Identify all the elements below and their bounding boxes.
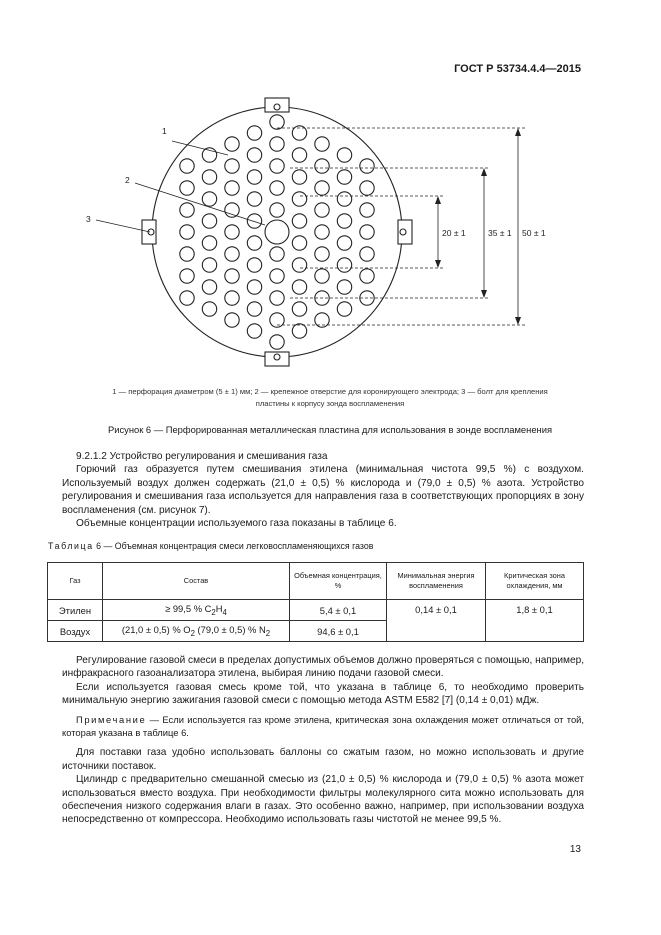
table-header-row: Газ Состав Объемная концентрация, % Минимальная энергия воспламенения Критическая зона охлаждения, мм [48,563,584,600]
after-table-text [62,654,584,827]
perforation-hole [225,137,239,151]
perforation-hole [225,291,239,305]
electrode-mount-hole [265,220,289,244]
perforation-hole [180,159,194,173]
perforation-hole [180,203,194,217]
composition-cell: ≥ 99,5 % $C_2H_4$ [103,600,290,621]
paragraph: Цилиндр с предварительно смешанной смесью из (21,0 ± 0,5) % кислорода и (79,0 ± 0,5) % азота может использоваться вместо воздуха. При необходимости фильтры молекулярного сита можно использовать для обеспечения низкого содержания влаги в газах. Это особенно важно, например, при использовании воздуха непосредственно от компрессора. Необходимо использовать газы чистотой не менее 99,5 %. [62,774,584,826]
perforation-hole [247,302,261,316]
perforation-hole [337,280,351,294]
perforation-hole [292,258,306,272]
perforation-hole [180,291,194,305]
perforation-hole [247,324,261,338]
dim-35: 35 ± 1 [488,228,512,238]
perforation-hole [202,192,216,206]
perforated-plate-figure [0,0,661,400]
perforation-hole [315,225,329,239]
section-heading: 9.2.1.2 Устройство регулирования и смешивания газа [76,451,328,462]
perforation-hole [360,269,374,283]
note: Примечание — Если используется газ кроме этилена, критическая зона охлаждения может отличаться от той, которая указана в таблице 6. [62,713,584,739]
perforation-hole [180,269,194,283]
perforation-hole [292,192,306,206]
perforation-hole [337,302,351,316]
perforation-hole [270,159,284,173]
perforation-hole [337,236,351,250]
perforation-hole [270,291,284,305]
perforation-hole [247,148,261,162]
perforation-hole [360,159,374,173]
perforation-hole [292,302,306,316]
perforation-hole [360,203,374,217]
perforation-hole [247,126,261,140]
perforation-hole [180,225,194,239]
perforation-hole [270,247,284,261]
perforation-hole [292,236,306,250]
perforation-hole [292,214,306,228]
perforation-hole [247,214,261,228]
perforation-hole [225,247,239,261]
perforation-hole [247,258,261,272]
paragraph: Горючий газ образуется путем смешивания этилена (минимальная чистота 99,5 %) с воздухом. Используемый воздух должен содержать (21,0 ± 0,5) % кислорода и (79,0 ± 0,5) % азота. Устройство регулирования и смешивания газа используется для направления газа в соответствующих пропорциях в зону воспламенения (см. рисунок 7). [62,464,584,516]
paragraph: Если используется газовая смесь кроме той, что указана в таблице 6, то необходимо проверить минимальную энергию зажигания газовой смеси с помощью метода ASTM E582 [7] (0,14 ± 0,01) мДж. [62,681,584,707]
callout-3: 3 [86,214,91,224]
perforation-hole [225,269,239,283]
perforation-hole [202,302,216,316]
perforation-hole [337,214,351,228]
paragraph: Для поставки газа удобно использовать баллоны со сжатым газом, но можно использовать и другие источники поставок. [62,747,584,772]
perforation-hole [315,247,329,261]
perforation-hole [180,181,194,195]
perforation-hole [315,137,329,151]
callout-2: 2 [125,175,130,185]
perforation-hole [202,148,216,162]
perforation-hole [270,115,284,129]
perforation-hole [202,280,216,294]
page-number: 13 [569,844,581,855]
dim-20: 20 ± 1 [442,228,466,238]
perforation-hole [315,159,329,173]
perforation-hole [337,170,351,184]
composition-cell: (21,0 ± 0,5) % $O_2$ (79,0 ± 0,5) % $N_2$ [103,621,290,642]
perforation-hole [337,258,351,272]
document-header: ГОСТ Р 53734.4.4—2015 [454,63,581,75]
perforation-hole [247,170,261,184]
perforation-hole [360,247,374,261]
dim-50: 50 ± 1 [522,228,546,238]
perforation-hole [292,280,306,294]
section-text [62,450,584,530]
table-row: Этилен ≥ 99,5 % $C_2H_4$ 5,4 ± 0,1 0,14 ± 0,1 1,8 ± 0,1 [48,600,584,621]
perforation-hole [202,170,216,184]
perforation-hole [360,181,374,195]
callout-1: 1 [162,126,167,136]
perforation-hole [270,203,284,217]
perforation-hole [315,203,329,217]
gas-table [47,562,584,642]
plate-outline [152,107,402,357]
table-row: Воздух (21,0 ± 0,5) % $O_2$ (79,0 ± 0,5) % $N_2$ 94,6 ± 0,1 [48,621,584,642]
perforation-hole [360,225,374,239]
table-caption: Таблица 6 — Объемная концентрация смеси легковоспламеняющихся газов [48,541,374,551]
perforation-hole [270,137,284,151]
perforation-hole [247,192,261,206]
figure-caption: Рисунок 6 — Перфорированная металлическая пластина для использования в зонде воспламенения [107,424,553,435]
perforation-hole [225,313,239,327]
perforation-hole [202,214,216,228]
perforation-hole [247,236,261,250]
perforation-hole [225,225,239,239]
perforation-hole [337,192,351,206]
perforation-hole [292,170,306,184]
perforation-hole [337,148,351,162]
perforation-hole [292,324,306,338]
perforation-hole [225,181,239,195]
perforation-hole [315,181,329,195]
perforation-hole [270,269,284,283]
perforation-hole [270,335,284,349]
paragraph: Объемные концентрации используемого газа показаны в таблице 6. [76,518,397,530]
perforation-hole [270,181,284,195]
perforation-hole [202,236,216,250]
perforation-hole [315,269,329,283]
perforation-hole [247,280,261,294]
perforation-hole [292,148,306,162]
figure-legend: 1 — перфорация диаметром (5 ± 1) мм; 2 — крепежное отверстие для коронирующего электрода; 3 — болт для крепления пластины к корпусу зонда воспламенения [112,387,548,408]
perforation-hole [225,159,239,173]
perforation-hole [202,258,216,272]
perforation-hole [225,203,239,217]
perforation-hole [180,247,194,261]
paragraph: Регулирование газовой смеси в пределах допустимых объемов должно проверяться с помощью, например, инфракрасного газоанализатора этилена, выбирая линию подачи газовой смеси. [62,655,584,680]
